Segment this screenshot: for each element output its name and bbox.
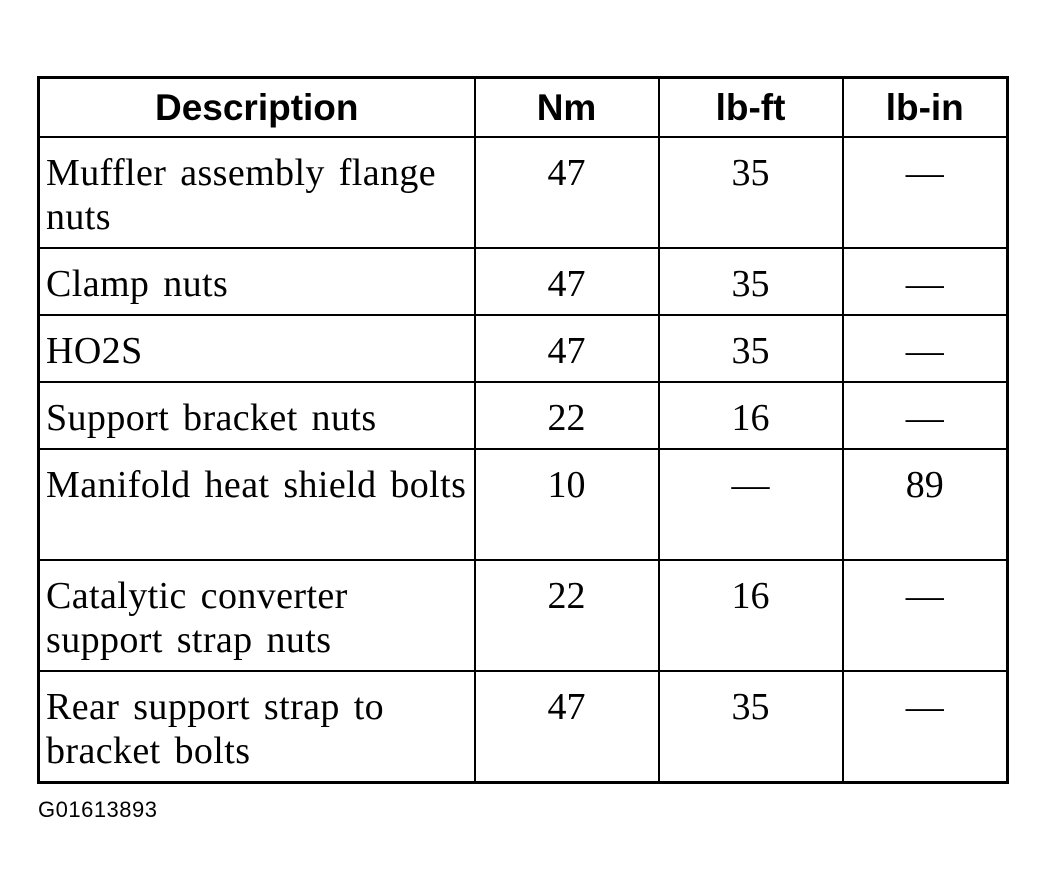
header-lb-in: lb-in bbox=[843, 78, 1008, 138]
table-row bbox=[39, 560, 1008, 671]
cell-nm: 22 bbox=[475, 382, 659, 449]
cell-description: Rear support strap to bracket bolts bbox=[39, 671, 475, 783]
cell-lb-ft: 16 bbox=[659, 560, 843, 671]
cell-lb-ft: — bbox=[659, 449, 843, 560]
cell-lb-ft: 35 bbox=[659, 315, 843, 382]
cell-lb-in: — bbox=[843, 560, 1008, 671]
cell-nm: 22 bbox=[475, 560, 659, 671]
cell-nm: 47 bbox=[475, 671, 659, 783]
torque-spec-table bbox=[37, 76, 1009, 784]
cell-nm: 47 bbox=[475, 248, 659, 315]
cell-lb-in: — bbox=[843, 671, 1008, 783]
cell-lb-ft: 35 bbox=[659, 248, 843, 315]
cell-lb-ft: 35 bbox=[659, 137, 843, 248]
table-row bbox=[39, 382, 1008, 449]
cell-description: Clamp nuts bbox=[39, 248, 475, 315]
cell-description: Catalytic converter support strap nuts bbox=[39, 560, 475, 671]
cell-lb-in: 89 bbox=[843, 449, 1008, 560]
header-description: Description bbox=[39, 78, 475, 138]
cell-nm: 47 bbox=[475, 315, 659, 382]
cell-lb-ft: 35 bbox=[659, 671, 843, 783]
table-row bbox=[39, 449, 1008, 560]
table-row bbox=[39, 137, 1008, 248]
table-header-row bbox=[39, 78, 1008, 138]
cell-nm: 47 bbox=[475, 137, 659, 248]
header-lb-ft: lb-ft bbox=[659, 78, 843, 138]
cell-lb-ft: 16 bbox=[659, 382, 843, 449]
cell-lb-in: — bbox=[843, 315, 1008, 382]
cell-description: HO2S bbox=[39, 315, 475, 382]
table-row bbox=[39, 671, 1008, 783]
table-row bbox=[39, 248, 1008, 315]
cell-description: Muffler assembly flange nuts bbox=[39, 137, 475, 248]
cell-lb-in: — bbox=[843, 137, 1008, 248]
cell-lb-in: — bbox=[843, 248, 1008, 315]
cell-description: Support bracket nuts bbox=[39, 382, 475, 449]
figure-id-label: G01613893 bbox=[38, 797, 158, 822]
header-nm: Nm bbox=[475, 78, 659, 138]
cell-description: Manifold heat shield bolts bbox=[39, 449, 475, 560]
cell-nm: 10 bbox=[475, 449, 659, 560]
table-row bbox=[39, 315, 1008, 382]
cell-lb-in: — bbox=[843, 382, 1008, 449]
